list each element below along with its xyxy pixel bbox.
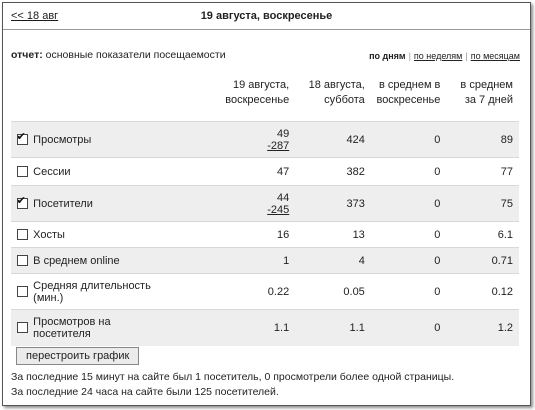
period-by-day[interactable]: по дням (369, 51, 406, 61)
metric-name: Посетители (33, 197, 93, 210)
metric-name: Сессии (33, 165, 71, 178)
value-today (207, 274, 296, 310)
value-avg-7-days: 0.71 (491, 254, 513, 267)
checkmark-icon: ✔ (16, 195, 26, 208)
value-today (207, 310, 296, 346)
metric-name: Хосты (33, 228, 65, 241)
checkbox-cell (11, 310, 33, 346)
period-separator: | (465, 51, 468, 61)
metric-checkbox[interactable] (17, 229, 28, 240)
value-avg-7-days: 89 (500, 133, 513, 146)
report-name: основные показатели посещаемости (42, 49, 226, 61)
value-today (207, 222, 296, 248)
metric-checkbox[interactable] (17, 255, 28, 266)
table-row (11, 186, 519, 222)
checkmark-icon: ✔ (16, 131, 26, 144)
metric-checkbox[interactable] (17, 166, 28, 177)
value-avg-7-days: 1.2 (497, 321, 513, 334)
checkbox-cell (11, 248, 33, 274)
value-avg-sunday: 0 (434, 254, 441, 267)
today-value: 49 (276, 127, 290, 140)
checkbox-cell (11, 186, 33, 222)
period-separator: | (408, 51, 411, 61)
value-avg-7-days: 77 (500, 165, 513, 178)
value-yesterday: 4 (358, 254, 365, 267)
report-prefix: отчет: (11, 49, 43, 61)
value-avg-sunday: 0 (434, 285, 441, 298)
table-row (11, 222, 519, 248)
table-row (11, 122, 519, 158)
column-header-avg-7-days: в среднем за 7 дней (460, 79, 513, 106)
checkbox-cell (11, 274, 33, 310)
metric-name: В среднем online (33, 254, 120, 267)
delta-link[interactable]: -287 (267, 139, 290, 152)
report-label (11, 49, 226, 61)
value-avg-sunday: 0 (434, 321, 441, 334)
value-yesterday: 373 (346, 197, 365, 210)
value-yesterday: 424 (346, 133, 365, 146)
value-today (207, 158, 296, 186)
footer-recent-24h: За последние 24 часа на сайте были 125 посетителей. (11, 386, 279, 398)
table-row (11, 158, 519, 186)
value-avg-sunday: 0 (434, 165, 441, 178)
value-yesterday: 0.05 (343, 285, 365, 298)
table-row (11, 310, 519, 346)
checkbox-cell (11, 158, 33, 186)
today-value: 1 (283, 254, 290, 267)
stats-table (11, 65, 519, 346)
value-avg-7-days: 6.1 (497, 228, 513, 241)
checkbox-cell (11, 222, 33, 248)
value-today (207, 186, 296, 222)
value-yesterday: 382 (346, 165, 365, 178)
column-header-avg-sunday: в среднем в воскресенье (376, 79, 441, 106)
metric-checkbox[interactable] (16, 195, 28, 209)
header-blank (11, 65, 33, 122)
value-avg-sunday: 0 (434, 197, 441, 210)
table-row (11, 274, 519, 310)
metric-name: Просмотров на посетителя (33, 315, 111, 340)
page-title: 19 августа, воскресенье (200, 10, 333, 22)
table-header-row (11, 65, 519, 122)
value-yesterday: 1.1 (349, 321, 365, 334)
previous-day-link[interactable]: << 18 авг (11, 10, 59, 22)
value-avg-7-days: 0.12 (491, 285, 513, 298)
today-value: 44 (276, 191, 290, 204)
today-value: 47 (276, 165, 290, 178)
period-by-week[interactable]: по неделям (413, 51, 463, 61)
footer-recent-15min: За последние 15 минут на сайте был 1 посетитель, 0 просмотрели более одной страницы. (11, 371, 455, 383)
rebuild-chart-button[interactable]: перестроить график (16, 347, 139, 365)
column-header-today: 19 августа, воскресенье (225, 79, 290, 106)
report-header (3, 45, 530, 65)
today-value: 16 (276, 228, 290, 241)
column-header-yesterday: 18 августа, суббота (308, 79, 365, 106)
value-avg-sunday: 0 (434, 133, 441, 146)
value-today (207, 122, 296, 158)
delta-link[interactable]: -245 (267, 203, 290, 216)
table-row (11, 248, 519, 274)
metric-checkbox[interactable] (17, 286, 28, 297)
metric-name: Просмотры (33, 133, 92, 146)
metric-checkbox[interactable] (16, 131, 28, 145)
metric-checkbox[interactable] (17, 322, 28, 333)
date-navigation (3, 3, 530, 30)
today-value: 1.1 (273, 321, 290, 334)
period-switcher (369, 51, 520, 61)
value-avg-sunday: 0 (434, 228, 441, 241)
period-by-month[interactable]: по месяцам (470, 51, 520, 61)
value-yesterday: 13 (352, 228, 365, 241)
stats-panel (2, 2, 531, 406)
value-today (207, 248, 296, 274)
today-value: 0.22 (267, 285, 290, 298)
value-avg-7-days: 75 (500, 197, 513, 210)
header-metric (33, 65, 206, 122)
metric-name: Средняя длительность (мин.) (33, 279, 151, 304)
checkbox-cell (11, 122, 33, 158)
